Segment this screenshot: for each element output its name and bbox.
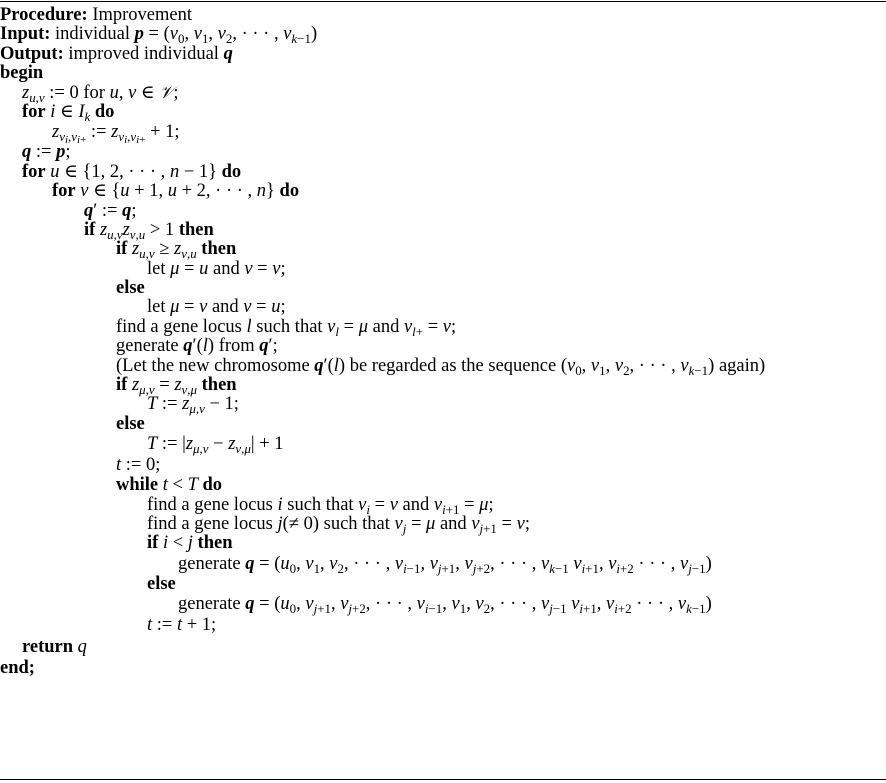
generate-qprime-line: generate q′(l) from q′;	[116, 336, 278, 357]
assign-t-zero-line: t := 0;	[116, 455, 161, 476]
assign-T-abs-line: T := $|z_{\mu,\nu} - z_{\nu,\mu}| + 1$	[147, 434, 284, 457]
if-equal-line: if $z_{\mu,\nu} = z_{\nu,\mu}$ then	[116, 375, 237, 398]
output-label: Output:	[0, 43, 64, 64]
else-line-1: else	[116, 278, 145, 299]
find-locus-j-line: find a gene locus j(≠ 0) such that $v_j = \mu$ and $v_{j+1} = \nu$;	[147, 513, 530, 536]
else-line-2: else	[116, 413, 145, 434]
assign-q-line: q := p;	[22, 142, 71, 163]
return-line: return q	[22, 637, 87, 658]
let-mu-v-line: let μ = v and ν = u;	[147, 297, 286, 318]
for-v-line: for v ∈ {u + 1, u + 2, · · · , n} do	[52, 181, 300, 202]
bottom-rule	[0, 779, 886, 780]
if-compare-line: if $z_{u,v} \ge z_{v,u}$ then	[116, 239, 237, 262]
end-keyword: end;	[0, 658, 35, 679]
end-line	[0, 659, 886, 678]
procedure-name: Improvement	[92, 5, 192, 25]
output-formula: q	[223, 43, 233, 64]
procedure-label: Procedure:	[0, 5, 88, 25]
algorithm-block	[0, 6, 886, 679]
regard-sequence-line: (Let the new chromosome q′(l) be regarded as the sequence ($v_0$, $v_1$, $v_2$, · · · , $v_{k-1}$) again)	[116, 355, 766, 378]
output-line	[0, 45, 886, 64]
input-line	[0, 24, 886, 47]
input-formula: $p = (v_0$, $v_1$, $v_2$, · · · , $v_{k-1}$)	[134, 24, 318, 47]
find-locus-l-line: find a gene locus l such that $v_l = \mu$ and $v_{l+} = \nu$;	[116, 316, 457, 339]
output-text: improved individual	[68, 43, 219, 64]
for-u-line: for u ∈ {1, 2, · · · , n − 1} do	[22, 161, 242, 182]
input-text: individual	[55, 24, 131, 45]
increment-line: $z_{v_i,v_{i+}}$ := $z_{v_i,v_{i+}} + 1$;	[52, 122, 180, 147]
assign-qprime-line: q′ := q;	[84, 200, 137, 221]
procedure-line	[0, 6, 886, 25]
while-line: while t < T do	[116, 475, 223, 496]
begin-keyword: begin	[0, 63, 44, 84]
init-line: $z_{u,v}$ := 0 for u, v ∈ 𝒱;	[22, 82, 179, 105]
input-label: Input:	[0, 24, 51, 45]
generate-q-then-line: generate $q = (u_0$, $v_1$, $v_2$, · · · , $v_{i-1}$, $v_{j+1}$, $v_{j+2}$, · · · , $v_{k-1}$ $v_{i+1}$, $v_{i+2}$ · · · , $v_{j-1}$)	[178, 553, 712, 576]
assign-T-minus-line: T := $z_{\mu,\nu} - 1$;	[147, 394, 239, 417]
let-mu-u-line: let μ = u and ν = v;	[147, 258, 286, 279]
generate-q-else-line: generate $q = (u_0$, $v_{j+1}$, $v_{j+2}$, · · · , $v_{i-1}$, $v_1$, $v_2$, · · · , $v_{j-1}$ $v_{i+1}$, $v_{i+2}$ · · · , $v_{k-1}$)	[178, 594, 712, 617]
top-rule	[0, 1, 886, 2]
begin-line	[0, 64, 886, 83]
for-i-line: for i ∈ $I_k$ do	[22, 101, 115, 124]
for-word: for	[83, 82, 105, 103]
else-line-3: else	[147, 573, 176, 594]
find-locus-i-line: find a gene locus i such that $v_i = \nu$ and $v_{i+1} = \mu$;	[147, 494, 494, 517]
increment-t-line: t := t + 1;	[147, 615, 217, 636]
if-product-line: if $z_{u,v}z_{v,u} > 1$ then	[84, 219, 214, 242]
if-i-less-j-line: if i < j then	[147, 533, 233, 554]
